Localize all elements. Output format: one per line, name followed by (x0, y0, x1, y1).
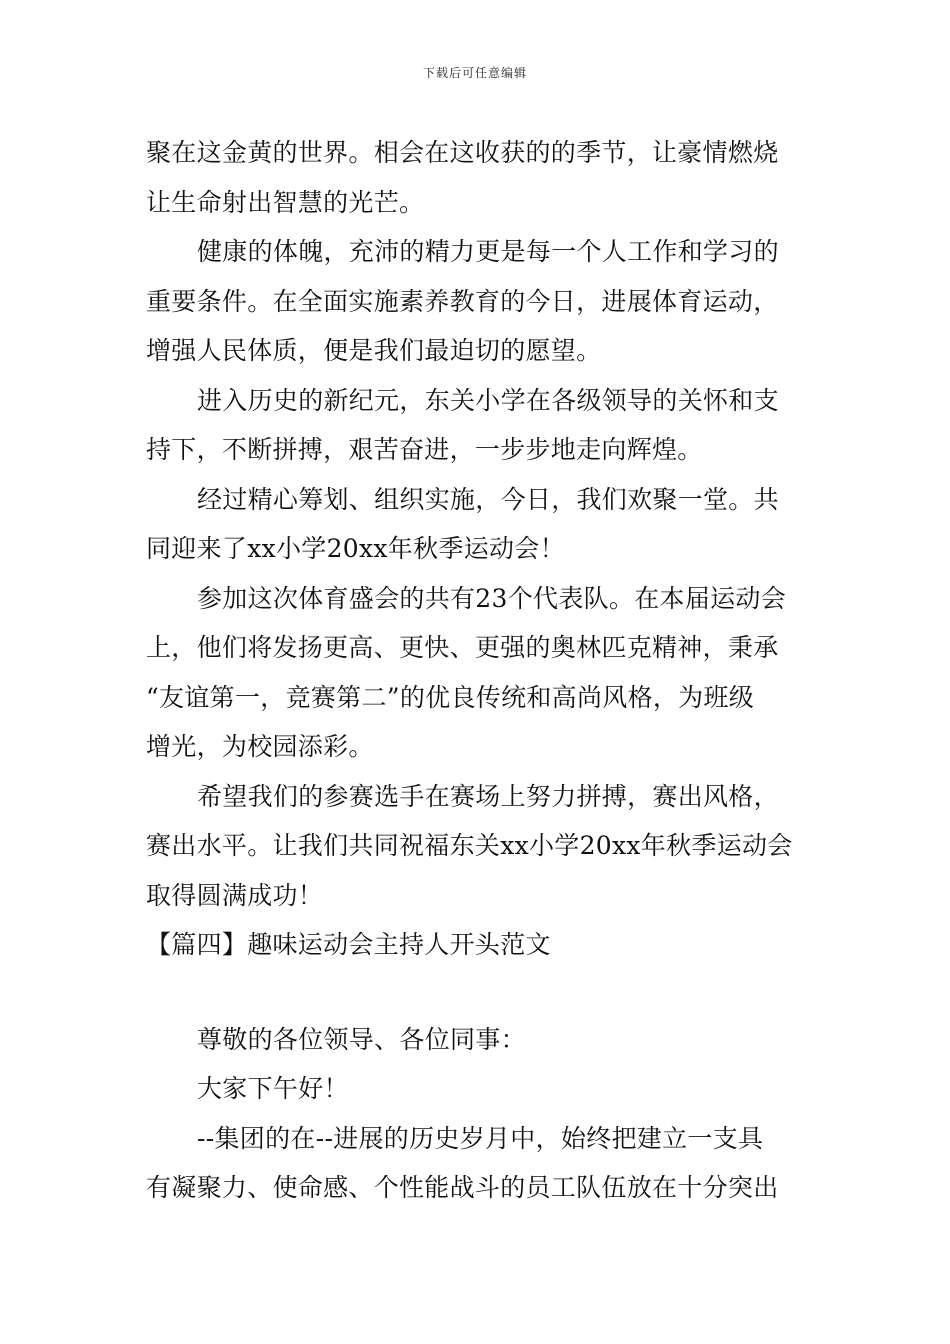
text-line: 大家下午好！ (197, 1074, 349, 1103)
page-header: 下载后可任意编辑 (422, 66, 527, 80)
section-heading: 【篇四】趣味运动会主持人开头范文 (146, 930, 551, 959)
document-body (146, 128, 808, 1213)
text-line: 上，他们将发扬更高、更快、更强的奥林匹克精神，秉承 (146, 633, 779, 662)
text-line: 有凝聚力、使命感、个性能战斗的员工队伍放在十分突出 (146, 1173, 779, 1202)
text-line: “友谊第一，竞赛第二”的优良传统和高尚风格，为班级 (146, 682, 755, 712)
text-line: 让生命射出智慧的光芒。 (146, 187, 425, 217)
text-line: 重要条件。在全面实施素养教育的今日，进展体育运动， (146, 286, 779, 316)
text-line: 增强人民体质，便是我们最迫切的愿望。 (146, 336, 602, 365)
text-line: 进入历史的新纪元，东关小学在各级领导的关怀和支 (197, 385, 779, 415)
text-line: 同迎来了xx小学20xx年秋季运动会！ (146, 534, 565, 563)
text-line: 赛出水平。让我们共同祝福东关xx小学20xx年秋季运动会 (146, 831, 793, 860)
text-line: --集团的在--进展的历史岁月中，始终把建立一支具 (197, 1123, 764, 1153)
text-line: 取得圆满成功！ (146, 880, 324, 910)
spacer (146, 970, 808, 1015)
text-line: 增光，为校园添彩。 (146, 732, 374, 761)
text-line: 聚在这金黄的世界。相会在这收获的的季节，让豪情燃烧 (146, 138, 779, 167)
text-line: 健康的体魄，充沛的精力更是每一个人工作和学习的 (197, 237, 779, 266)
text-line: 尊敬的各位领导、各位同事： (197, 1024, 526, 1054)
text-line: 持下，不断拼搏，艰苦奋进，一步步地走向辉煌。 (146, 435, 703, 464)
text-line: 经过精心筹划、组织实施，今日，我们欢聚一堂。共 (197, 484, 779, 514)
text-line: 参加这次体育盛会的共有23个代表队。在本届运动会 (197, 583, 787, 613)
text-line: 希望我们的参赛选手在赛场上努力拼搏，赛出风格， (197, 781, 779, 811)
